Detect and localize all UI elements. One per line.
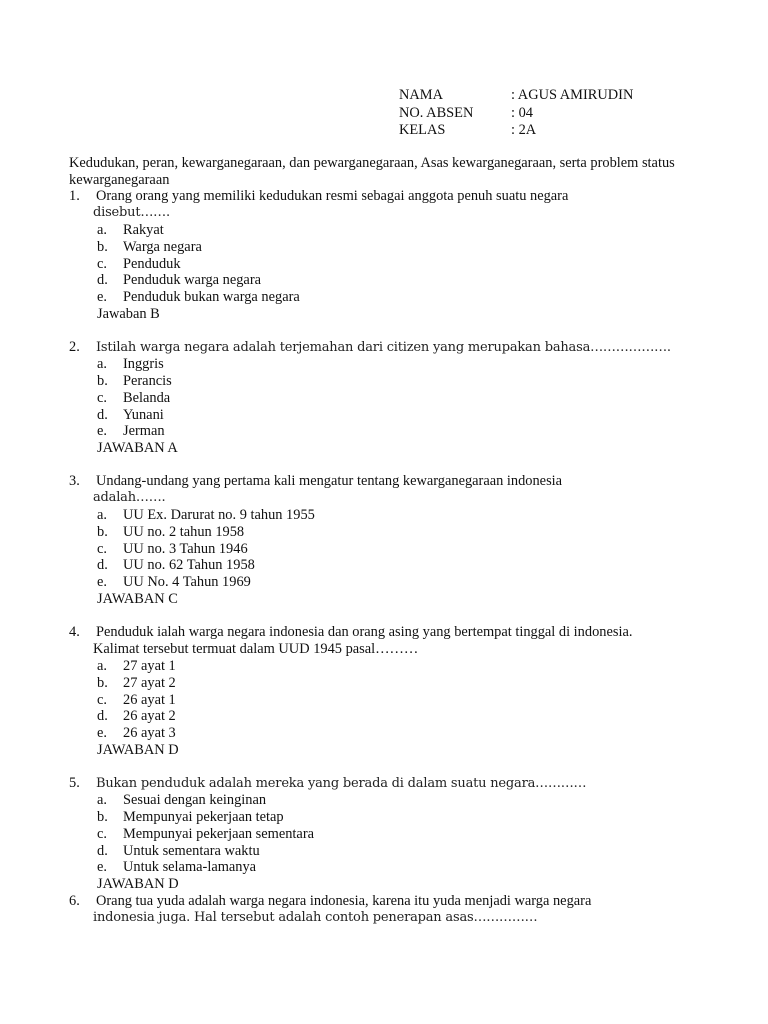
option-text: Sesuai dengan keinginan	[123, 791, 267, 808]
option-item	[69, 574, 729, 591]
option-letter: e.	[97, 423, 107, 440]
option-text: UU Ex. Darurat no. 9 tahun 1955	[123, 506, 315, 523]
option-letter: c.	[97, 255, 107, 272]
answer-line: JAWABAN D	[97, 876, 179, 893]
question-3	[69, 473, 729, 608]
answer-line: JAWABAN C	[97, 591, 178, 608]
question-line	[69, 893, 729, 910]
question-text: Bukan penduduk adalah mereka yang berada di dalam suatu negara…………	[96, 776, 587, 791]
option-text: Penduduk warga negara	[123, 272, 261, 289]
option-letter: d.	[97, 708, 108, 725]
question-text: Orang tua yuda adalah warga negara indonesia, karena itu yuda menjadi warga negara	[96, 893, 592, 909]
option-item	[69, 507, 729, 524]
option-text: 27 ayat 1	[123, 657, 176, 674]
option-item	[69, 289, 729, 306]
option-letter: c.	[97, 825, 107, 842]
option-letter: d.	[97, 557, 108, 574]
option-item	[69, 675, 729, 692]
identity-absen-row	[399, 105, 633, 123]
option-text: Penduduk bukan warga negara	[123, 289, 300, 306]
option-letter: b.	[97, 372, 108, 389]
identity-label: NO. ABSEN	[399, 104, 474, 121]
option-item	[69, 809, 729, 826]
question-line	[69, 624, 729, 641]
question-6	[69, 893, 729, 927]
answer-line: JAWABAN A	[97, 440, 178, 457]
option-text: Warga negara	[123, 238, 202, 255]
question-number: 4.	[69, 624, 80, 640]
question-text-continued: Kalimat tersebut termuat dalam UUD 1945 pasal………	[93, 640, 419, 657]
option-text: 27 ayat 2	[123, 674, 176, 691]
option-letter: c.	[97, 389, 107, 406]
option-letter: a.	[97, 221, 107, 238]
option-letter: b.	[97, 523, 108, 540]
question-line	[69, 775, 729, 792]
option-text: 26 ayat 3	[123, 725, 176, 742]
option-item	[69, 843, 729, 860]
option-letter: b.	[97, 238, 108, 255]
option-letter: a.	[97, 355, 107, 372]
question-text: Undang-undang yang pertama kali mengatur tentang kewarganegaraan indonesia	[96, 473, 563, 489]
option-item	[69, 708, 729, 725]
option-item	[69, 272, 729, 289]
option-text: Rakyat	[123, 221, 164, 238]
identity-label: KELAS	[399, 122, 446, 138]
option-item	[69, 256, 729, 273]
option-text: Inggris	[123, 355, 164, 372]
option-item	[69, 373, 729, 390]
option-text: Yunani	[123, 406, 164, 423]
option-letter: e.	[97, 725, 107, 742]
option-letter: b.	[97, 808, 108, 825]
topic-heading: Kedudukan, peran, kewarganegaraan, dan pewarganegaraan, Asas kewarganegaraan, serta problem status kewarganegaraan	[69, 155, 675, 188]
question-text: Penduduk ialah warga negara indonesia dan orang asing yang bertempat tinggal di indonesia.	[96, 624, 633, 640]
question-1	[69, 188, 729, 323]
option-letter: e.	[97, 859, 107, 876]
option-text: Penduduk	[123, 255, 181, 272]
question-line	[69, 188, 729, 205]
question-number: 1.	[69, 188, 80, 204]
option-text: Jerman	[123, 423, 165, 440]
option-item	[69, 524, 729, 541]
option-item	[69, 826, 729, 843]
option-letter: a.	[97, 657, 107, 674]
option-item	[69, 725, 729, 742]
option-item	[69, 239, 729, 256]
option-letter: e.	[97, 574, 107, 591]
question-text: Orang orang yang memiliki kedudukan resmi sebagai anggota penuh suatu negara	[96, 188, 569, 204]
option-item	[69, 557, 729, 574]
question-line	[69, 473, 729, 490]
option-item	[69, 792, 729, 809]
answer-line: JAWABAN D	[97, 742, 179, 759]
option-letter: a.	[97, 791, 107, 808]
student-identity	[399, 87, 633, 140]
option-text: 26 ayat 2	[123, 708, 176, 725]
option-item	[69, 423, 729, 440]
option-letter: e.	[97, 289, 107, 306]
option-item	[69, 658, 729, 675]
identity-value: : 2A	[511, 122, 537, 138]
option-text: UU no. 62 Tahun 1958	[123, 557, 255, 574]
question-line	[69, 339, 729, 356]
option-text: Mempunyai pekerjaan tetap	[123, 808, 284, 825]
option-letter: d.	[97, 272, 108, 289]
question-number: 2.	[69, 339, 80, 355]
option-item	[69, 859, 729, 876]
option-letter: b.	[97, 674, 108, 691]
question-4	[69, 624, 729, 759]
option-text: Mempunyai pekerjaan sementara	[123, 825, 314, 842]
identity-label: NAMA	[399, 87, 443, 103]
identity-value: : AGUS AMIRUDIN	[511, 87, 634, 103]
option-item	[69, 222, 729, 239]
option-text: Untuk sementara waktu	[123, 842, 260, 859]
option-letter: c.	[97, 540, 107, 557]
identity-class-row	[399, 122, 633, 140]
question-5	[69, 775, 729, 893]
question-number: 3.	[69, 473, 80, 489]
question-number: 6.	[69, 893, 80, 909]
question-2	[69, 339, 729, 457]
option-item	[69, 541, 729, 558]
option-item	[69, 390, 729, 407]
option-text: 26 ayat 1	[123, 691, 176, 708]
identity-name-row	[399, 87, 633, 105]
option-letter: d.	[97, 406, 108, 423]
option-text: Untuk selama-lamanya	[123, 859, 257, 876]
answer-line: Jawaban B	[97, 306, 160, 323]
option-text: UU no. 2 tahun 1958	[123, 523, 245, 540]
option-text: UU no. 3 Tahun 1946	[123, 540, 248, 557]
option-item	[69, 692, 729, 709]
option-text: UU No. 4 Tahun 1969	[123, 574, 251, 591]
option-letter: c.	[97, 691, 107, 708]
option-item	[69, 407, 729, 424]
option-item	[69, 356, 729, 373]
question-text-continued: disebut…….	[93, 204, 170, 220]
question-text: Istilah warga negara adalah terjemahan dari citizen yang merupakan bahasa……………….	[96, 340, 671, 355]
identity-value: : 04	[511, 104, 533, 121]
option-letter: a.	[97, 506, 107, 523]
option-letter: d.	[97, 842, 108, 859]
question-number: 5.	[69, 775, 80, 791]
question-text-continued: adalah…….	[93, 489, 166, 505]
option-text: Belanda	[123, 389, 171, 406]
option-text: Perancis	[123, 372, 172, 389]
question-text-continued: indonesia juga. Hal tersebut adalah contoh penerapan asas……………	[93, 909, 538, 925]
